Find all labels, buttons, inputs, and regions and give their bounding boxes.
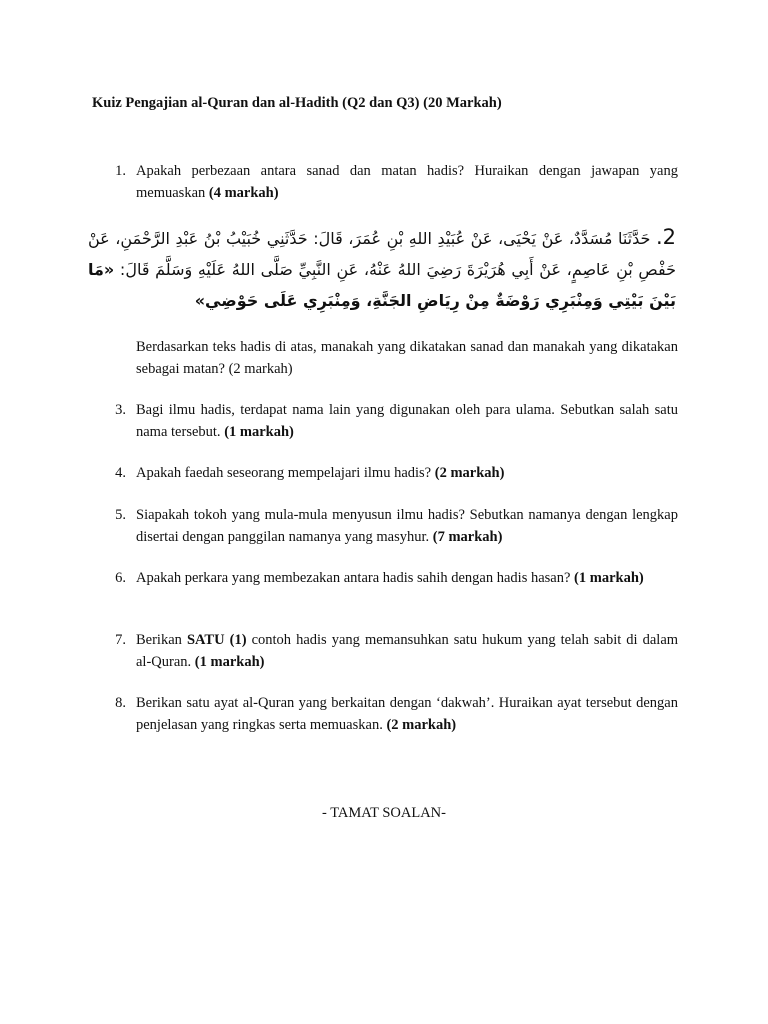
question-number: 7. bbox=[115, 632, 126, 648]
question-text: Apakah perbezaan antara sanad dan matan hadis? Huraikan dengan jawapan yang memuaskan bbox=[136, 163, 678, 201]
question-marks: (2 markah) bbox=[434, 465, 505, 481]
question-marks: (2 markah) bbox=[386, 717, 457, 733]
end-of-questions: - TAMAT SOALAN- bbox=[322, 805, 446, 821]
question-4 bbox=[100, 462, 678, 484]
question-marks: (7 markah) bbox=[432, 529, 503, 545]
question-7 bbox=[100, 629, 678, 673]
question-marks: (1 markah) bbox=[224, 424, 294, 440]
question-number: 2. bbox=[655, 225, 676, 249]
question-6 bbox=[100, 567, 678, 589]
question-8 bbox=[100, 692, 678, 736]
page-title: Kuiz Pengajian al-Quran dan al-Hadith (Q2 dan Q3) (20 Markah) bbox=[92, 95, 502, 111]
question-text: Berdasarkan teks hadis di atas, manakah yang dikatakan sanad dan manakah yang dikatakan sebagai matan? bbox=[136, 339, 678, 377]
question-text-pre: Berikan bbox=[136, 632, 182, 648]
question-number: 1. bbox=[115, 163, 126, 179]
question-text: Berikan satu ayat al-Quran yang berkaitan dengan ‘dakwah’. Huraikan ayat tersebut dengan penjelasan yang ringkas serta memuaskan. bbox=[136, 695, 678, 733]
question-1 bbox=[100, 160, 678, 204]
question-text: Apakah perkara yang membezakan antara hadis sahih dengan hadis hasan? bbox=[136, 570, 571, 586]
question-number: 4. bbox=[115, 465, 126, 481]
question-text-post: contoh hadis yang memansuhkan satu hukum yang telah sabit di dalam al-Quran. bbox=[136, 632, 679, 670]
question-marks: (1 markah) bbox=[194, 654, 265, 670]
question-5 bbox=[100, 504, 678, 548]
question-number: 6. bbox=[115, 570, 126, 586]
hadith-sanad: حَدَّثَنَا مُسَدَّدٌ، عَنْ يَحْيَى، عَنْ عُبَيْدِ اللهِ بْنِ عُمَرَ، قَالَ: حَدَّثَنِي خُبَيْبُ بْنُ عَبْدِ الرَّحْمَنِ، عَنْ حَفْصِ بْنِ عَاصِمٍ، عَنْ أَبِي هُرَيْرَةَ رَضِيَ اللهُ عَنْهُ، عَنِ النَّبِيِّ صَلَّى اللهُ عَلَيْهِ وَسَلَّمَ قَالَ: bbox=[88, 229, 677, 279]
question-3 bbox=[100, 399, 678, 443]
question-marks: (1 markah) bbox=[574, 570, 644, 586]
question-number: 5. bbox=[115, 507, 126, 523]
question-2-arabic-hadith bbox=[88, 222, 676, 316]
question-2-prompt bbox=[136, 336, 678, 380]
question-marks: (2 markah) bbox=[228, 361, 293, 377]
question-text: Siapakah tokoh yang mula-mula menyusun ilmu hadis? Sebutkan namanya dengan lengkap disertai dengan panggilan namanya yang masyhur. bbox=[136, 507, 678, 545]
hadith-matan: «مَا بَيْنَ بَيْتِي وَمِنْبَرِي رَوْضَةٌ مِنْ رِيَاضِ الجَنَّةِ، وَمِنْبَرِي عَلَى حَوْضِي» bbox=[88, 260, 676, 310]
emphasis-count: (1) bbox=[229, 632, 247, 648]
question-text: Apakah faedah seseorang mempelajari ilmu hadis? bbox=[136, 465, 432, 481]
question-marks: (4 markah) bbox=[208, 185, 279, 201]
question-number: 3. bbox=[115, 402, 126, 418]
question-number: 8. bbox=[115, 695, 126, 711]
question-text: Bagi ilmu hadis, terdapat nama lain yang digunakan oleh para ulama. Sebutkan salah satu nama tersebut. bbox=[136, 402, 678, 440]
emphasis-word: SATU bbox=[186, 632, 225, 648]
